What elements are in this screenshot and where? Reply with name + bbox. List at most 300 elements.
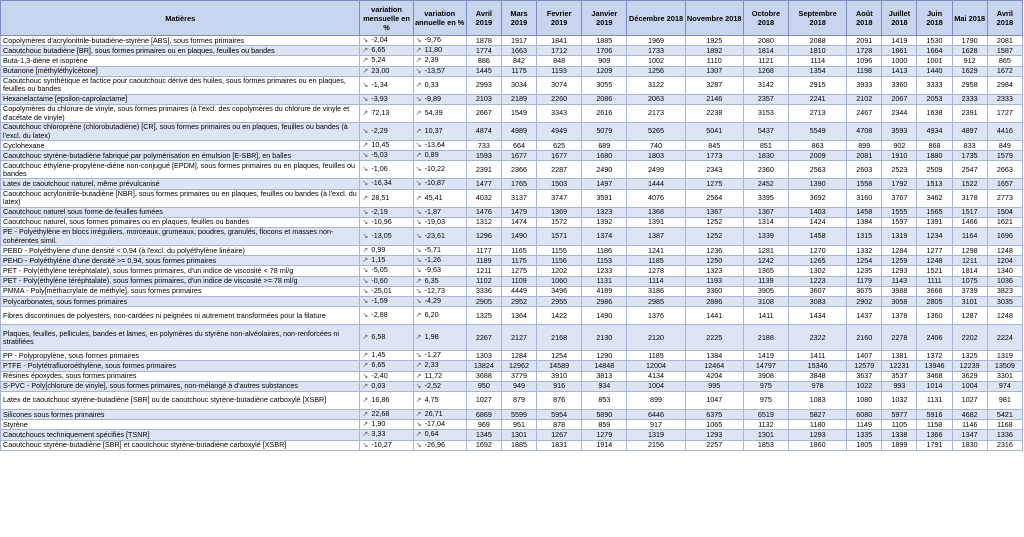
- row-month-value: 1254: [847, 256, 882, 266]
- row-month-value: 1267: [537, 430, 582, 440]
- row-month-value: 1047: [685, 392, 743, 410]
- trend-up-icon: ↗: [415, 396, 422, 404]
- trend-down-icon: ↘: [362, 312, 369, 320]
- trend-down-icon: ↘: [362, 208, 369, 216]
- row-month-value: 3496: [537, 286, 582, 296]
- row-month-value: 1503: [537, 179, 582, 189]
- row-material-name: Caoutchoucs techniquement spécifiés [TSNR]: [1, 430, 360, 440]
- trend-up-icon: ↗: [362, 334, 369, 342]
- row-month-value: 3462: [917, 189, 952, 207]
- row-month-value: 1180: [789, 420, 847, 430]
- row-month-value: 876: [537, 392, 582, 410]
- variation-value: 1,90: [371, 419, 386, 429]
- row-month-value: 1281: [743, 246, 788, 256]
- row-month-value: 1365: [743, 266, 788, 276]
- table-row: [1, 207, 1023, 217]
- trend-up-icon: ↗: [415, 81, 422, 89]
- table-row: [1, 297, 1023, 307]
- row-month-value: 1413: [882, 66, 917, 76]
- header-month: Fevrier 2019: [537, 1, 582, 36]
- row-month-value: 2886: [685, 297, 743, 307]
- row-month-value: 916: [537, 381, 582, 391]
- row-month-value: 3333: [917, 76, 952, 94]
- table-row: [1, 351, 1023, 361]
- row-month-value: 3395: [743, 189, 788, 207]
- row-month-value: 1910: [882, 151, 917, 161]
- row-variation-monthly: [360, 430, 413, 440]
- row-month-value: 2257: [685, 440, 743, 450]
- row-month-value: 1149: [847, 420, 882, 430]
- trend-down-icon: ↘: [415, 180, 422, 188]
- row-month-value: 1325: [466, 307, 501, 325]
- row-month-value: 1202: [537, 266, 582, 276]
- row-month-value: 1458: [847, 207, 882, 217]
- trend-up-icon: ↗: [362, 247, 369, 255]
- row-variation-annual: [413, 266, 466, 276]
- row-month-value: 1444: [627, 179, 685, 189]
- row-month-value: 2102: [847, 94, 882, 104]
- row-month-value: 1298: [952, 246, 987, 256]
- row-month-value: 1287: [952, 307, 987, 325]
- trend-up-icon: ↗: [415, 411, 422, 419]
- row-month-value: 1105: [882, 420, 917, 430]
- row-month-value: 3688: [466, 371, 501, 381]
- row-month-value: 2156: [627, 440, 685, 450]
- row-month-value: 902: [882, 141, 917, 151]
- row-variation-monthly: [360, 381, 413, 391]
- row-month-value: 1109: [501, 276, 536, 286]
- row-month-value: 1022: [847, 381, 882, 391]
- variation-value: 28,51: [371, 192, 390, 202]
- row-month-value: 1234: [917, 228, 952, 246]
- row-month-value: 1198: [847, 66, 882, 76]
- table-row: [1, 371, 1023, 381]
- row-month-value: 1419: [743, 351, 788, 361]
- row-material-name: Caoutchouc naturel sous forme de feuilles fumées: [1, 207, 360, 217]
- row-month-value: 2955: [537, 297, 582, 307]
- trend-down-icon: ↘: [415, 95, 422, 103]
- row-month-value: 2523: [882, 161, 917, 179]
- variation-value: 11,72: [424, 371, 443, 380]
- row-month-value: 1860: [789, 440, 847, 450]
- row-variation-annual: [413, 325, 466, 351]
- row-month-value: 2958: [952, 76, 987, 94]
- trend-up-icon: ↗: [362, 47, 369, 55]
- row-month-value: 6375: [685, 410, 743, 420]
- header-month: Juillet 2018: [882, 1, 917, 36]
- row-month-value: 3637: [847, 371, 882, 381]
- variation-value: -13,57: [424, 66, 445, 75]
- row-month-value: 1441: [685, 307, 743, 325]
- row-month-value: 1791: [917, 440, 952, 450]
- row-month-value: 1663: [501, 46, 536, 56]
- row-month-value: 949: [501, 381, 536, 391]
- trend-down-icon: ↘: [415, 232, 422, 240]
- row-variation-annual: [413, 151, 466, 161]
- row-month-value: 5041: [685, 123, 743, 141]
- row-month-value: 1917: [501, 36, 536, 46]
- row-month-value: 1241: [627, 246, 685, 256]
- row-material-name: Caoutchouc styrène-butadiène [SBR] et caoutchouc styrène-butadiène carboxylé [XSBR]: [1, 440, 360, 450]
- table-row: [1, 46, 1023, 56]
- row-month-value: 2278: [882, 325, 917, 351]
- row-month-value: 865: [987, 56, 1022, 66]
- trend-up-icon: ↗: [362, 142, 369, 150]
- variation-value: 6,65: [371, 45, 386, 55]
- row-month-value: 1323: [582, 207, 627, 217]
- row-month-value: 3905: [743, 286, 788, 296]
- header-month: Janvier 2019: [582, 1, 627, 36]
- row-month-value: 845: [685, 141, 743, 151]
- trend-down-icon: ↘: [415, 267, 422, 275]
- row-month-value: 12239: [952, 361, 987, 371]
- row-month-value: 2993: [466, 76, 501, 94]
- trend-up-icon: ↗: [415, 152, 422, 160]
- row-month-value: 3848: [789, 371, 847, 381]
- row-month-value: 1517: [952, 207, 987, 217]
- row-variation-monthly: [360, 141, 413, 151]
- row-month-value: 1186: [582, 246, 627, 256]
- row-month-value: 868: [917, 141, 952, 151]
- row-month-value: 878: [537, 420, 582, 430]
- row-month-value: 1303: [466, 351, 501, 361]
- variation-value: 6,65: [371, 360, 386, 370]
- row-month-value: 1680: [582, 151, 627, 161]
- variation-value: -1,59: [371, 296, 388, 306]
- variation-value: 2,39: [424, 55, 439, 65]
- row-month-value: 1445: [466, 66, 501, 76]
- row-month-value: 14589: [537, 361, 582, 371]
- row-variation-monthly: [360, 392, 413, 410]
- row-month-value: 1391: [917, 217, 952, 227]
- row-month-value: 1165: [501, 246, 536, 256]
- variation-value: -1,34: [371, 79, 388, 89]
- variation-value: -19,03: [424, 217, 445, 226]
- row-month-value: 3629: [952, 371, 987, 381]
- row-material-name: Copolymères d'acrylonitrile-butadiène-styrène [ABS], sous formes primaires: [1, 36, 360, 46]
- row-month-value: 12231: [882, 361, 917, 371]
- row-month-value: 899: [627, 392, 685, 410]
- row-month-value: 3055: [582, 76, 627, 94]
- row-month-value: 2564: [685, 189, 743, 207]
- trend-up-icon: ↗: [415, 109, 422, 117]
- row-month-value: 1209: [582, 66, 627, 76]
- row-material-name: Hexanelactame [epsilon-caprolactame]: [1, 94, 360, 104]
- variation-value: -2,29: [371, 125, 388, 135]
- row-month-value: 1367: [743, 207, 788, 217]
- row-month-value: 5549: [789, 123, 847, 141]
- row-month-value: 1102: [466, 276, 501, 286]
- table-row: [1, 228, 1023, 246]
- row-month-value: 1080: [847, 392, 882, 410]
- row-month-value: 3034: [501, 76, 536, 94]
- header-matieres: Matières: [1, 1, 360, 36]
- row-material-name: Styrène: [1, 420, 360, 430]
- row-material-name: Caoutchouc éthylène-propylène-diène non-conjugué [EPDM], sous formes primaires ou en plaques, feuilles ou bandes: [1, 161, 360, 179]
- row-month-value: 1075: [952, 276, 987, 286]
- row-month-value: 1477: [466, 179, 501, 189]
- row-variation-annual: [413, 276, 466, 286]
- row-month-value: 1338: [882, 430, 917, 440]
- row-month-value: 3933: [847, 76, 882, 94]
- row-material-name: Fibres discontinues de polyesters, non-cardées ni peignées ni autrement transformées pour la filature: [1, 307, 360, 325]
- row-month-value: 2146: [685, 94, 743, 104]
- row-month-value: 1381: [882, 351, 917, 361]
- row-month-value: 1885: [501, 440, 536, 450]
- row-material-name: Caoutchouc acrylonitrile-butadiène [NBR], sous formes primaires ou en plaques, feuilles ou bandes (à l'excl. du latex): [1, 189, 360, 207]
- row-month-value: 3360: [685, 286, 743, 296]
- trend-down-icon: ↘: [362, 277, 369, 285]
- row-variation-monthly: [360, 76, 413, 94]
- table-row: [1, 141, 1023, 151]
- row-variation-monthly: [360, 179, 413, 189]
- row-month-value: 2663: [987, 161, 1022, 179]
- trend-up-icon: ↗: [362, 57, 369, 65]
- row-variation-annual: [413, 46, 466, 56]
- row-month-value: 1319: [987, 351, 1022, 361]
- trend-down-icon: ↘: [362, 298, 369, 306]
- row-month-value: 1319: [882, 228, 917, 246]
- row-month-value: 5977: [882, 410, 917, 420]
- row-month-value: 1177: [466, 246, 501, 256]
- row-variation-annual: [413, 256, 466, 266]
- trend-down-icon: ↘: [362, 95, 369, 103]
- row-month-value: 1354: [789, 66, 847, 76]
- row-month-value: 1792: [882, 179, 917, 189]
- row-month-value: 2287: [537, 161, 582, 179]
- row-month-value: 1277: [917, 246, 952, 256]
- trend-up-icon: ↗: [362, 352, 369, 360]
- row-month-value: 2952: [501, 297, 536, 307]
- variation-value: -10,96: [371, 217, 392, 226]
- row-month-value: 12464: [685, 361, 743, 371]
- variation-value: -9,63: [424, 265, 441, 275]
- row-month-value: 5437: [743, 123, 788, 141]
- row-month-value: 849: [987, 141, 1022, 151]
- row-variation-monthly: [360, 94, 413, 104]
- row-month-value: 1587: [987, 46, 1022, 56]
- row-month-value: 1376: [627, 307, 685, 325]
- row-month-value: 4682: [952, 410, 987, 420]
- row-month-value: 5079: [582, 123, 627, 141]
- row-month-value: 2452: [743, 179, 788, 189]
- row-material-name: Plaques, feuilles, pellicules, bandes et lames, en polymères du styrène non-alvéolaires, non-renforcées ni stratifiées: [1, 325, 360, 351]
- row-month-value: 4949: [537, 123, 582, 141]
- row-month-value: 1628: [952, 46, 987, 56]
- row-month-value: 2915: [789, 76, 847, 94]
- row-material-name: Buta-1,3-diène et isoprène: [1, 56, 360, 66]
- row-variation-annual: [413, 179, 466, 189]
- row-variation-monthly: [360, 66, 413, 76]
- row-material-name: Silicones sous formes primaires: [1, 410, 360, 420]
- row-month-value: 2160: [847, 325, 882, 351]
- row-month-value: 4189: [582, 286, 627, 296]
- row-month-value: 2509: [917, 161, 952, 179]
- row-month-value: 1571: [537, 228, 582, 246]
- row-month-value: 4449: [501, 286, 536, 296]
- trend-up-icon: ↗: [362, 396, 369, 404]
- table-row: [1, 76, 1023, 94]
- row-month-value: 2366: [501, 161, 536, 179]
- row-variation-monthly: [360, 286, 413, 296]
- table-row: [1, 123, 1023, 141]
- trend-down-icon: ↘: [415, 166, 422, 174]
- row-variation-annual: [413, 66, 466, 76]
- row-month-value: 3591: [582, 189, 627, 207]
- row-month-value: 1853: [743, 440, 788, 450]
- row-month-value: 1677: [537, 151, 582, 161]
- row-month-value: 1027: [952, 392, 987, 410]
- row-month-value: 2088: [789, 36, 847, 46]
- row-month-value: 1132: [743, 420, 788, 430]
- table-row: [1, 217, 1023, 227]
- row-month-value: 1032: [882, 392, 917, 410]
- row-month-value: 2202: [952, 325, 987, 351]
- table-row: [1, 325, 1023, 351]
- row-month-value: 833: [952, 141, 987, 151]
- variation-value: -2,88: [371, 310, 388, 320]
- row-month-value: 2080: [743, 36, 788, 46]
- table-row: [1, 161, 1023, 179]
- row-variation-monthly: [360, 161, 413, 179]
- table-body: [1, 36, 1023, 451]
- row-month-value: 2241: [789, 94, 847, 104]
- row-month-value: 2224: [987, 325, 1022, 351]
- trend-up-icon: ↗: [362, 194, 369, 202]
- row-month-value: 853: [582, 392, 627, 410]
- row-month-value: 1146: [952, 420, 987, 430]
- row-month-value: 14797: [743, 361, 788, 371]
- row-material-name: Résines époxydes, sous formes primaires: [1, 371, 360, 381]
- row-month-value: 886: [466, 56, 501, 66]
- row-variation-annual: [413, 217, 466, 227]
- row-month-value: 1861: [882, 46, 917, 56]
- row-month-value: 2499: [627, 161, 685, 179]
- variation-value: -12,73: [424, 286, 445, 295]
- row-variation-monthly: [360, 151, 413, 161]
- row-month-value: 13946: [917, 361, 952, 371]
- row-month-value: 733: [466, 141, 501, 151]
- row-month-value: 1841: [537, 36, 582, 46]
- trend-up-icon: ↗: [362, 421, 369, 429]
- row-month-value: 993: [882, 381, 917, 391]
- row-month-value: 13509: [987, 361, 1022, 371]
- row-variation-monthly: [360, 276, 413, 286]
- row-month-value: 3666: [917, 286, 952, 296]
- row-month-value: 5265: [627, 123, 685, 141]
- trend-up-icon: ↗: [362, 109, 369, 117]
- row-month-value: 1278: [627, 266, 685, 276]
- row-variation-annual: [413, 141, 466, 151]
- table-row: [1, 392, 1023, 410]
- row-month-value: 3593: [882, 123, 917, 141]
- trend-down-icon: ↘: [362, 180, 369, 188]
- row-variation-annual: [413, 76, 466, 94]
- row-month-value: 1391: [627, 217, 685, 227]
- table-row: [1, 430, 1023, 440]
- table-row: [1, 246, 1023, 256]
- header-month: Avril 2019: [466, 1, 501, 36]
- row-month-value: 1339: [743, 228, 788, 246]
- row-month-value: 1290: [582, 351, 627, 361]
- row-month-value: 1307: [685, 66, 743, 76]
- variation-value: 6,35: [424, 276, 439, 285]
- row-month-value: 1790: [952, 36, 987, 46]
- row-variation-annual: [413, 123, 466, 141]
- trend-up-icon: ↗: [415, 47, 422, 55]
- row-month-value: 1597: [882, 217, 917, 227]
- row-month-value: 2130: [582, 325, 627, 351]
- row-month-value: 1004: [952, 381, 987, 391]
- variation-value: 72,13: [371, 107, 390, 117]
- row-variation-monthly: [360, 420, 413, 430]
- table-row: [1, 361, 1023, 371]
- row-month-value: 1572: [537, 217, 582, 227]
- row-month-value: 1001: [917, 56, 952, 66]
- row-month-value: 1319: [627, 430, 685, 440]
- table-row: [1, 307, 1023, 325]
- row-month-value: 2063: [627, 94, 685, 104]
- variation-value: -26,96: [424, 440, 445, 449]
- row-month-value: 3058: [882, 297, 917, 307]
- row-month-value: 1490: [582, 307, 627, 325]
- row-month-value: 2081: [987, 36, 1022, 46]
- row-month-value: 848: [537, 56, 582, 66]
- row-month-value: 3160: [847, 189, 882, 207]
- variation-value: 4,75: [424, 394, 439, 404]
- row-month-value: 2067: [882, 94, 917, 104]
- row-month-value: 4989: [501, 123, 536, 141]
- trend-down-icon: ↘: [415, 67, 422, 75]
- row-month-value: 1390: [789, 179, 847, 189]
- row-material-name: Cyclohexane: [1, 141, 360, 151]
- row-month-value: 2563: [789, 161, 847, 179]
- row-month-value: 1479: [501, 207, 536, 217]
- row-variation-monthly: [360, 123, 413, 141]
- row-month-value: 1325: [952, 351, 987, 361]
- trend-down-icon: ↘: [362, 81, 369, 89]
- table-row: [1, 276, 1023, 286]
- row-month-value: 2391: [466, 161, 501, 179]
- trend-down-icon: ↘: [415, 382, 422, 390]
- row-month-value: 2225: [685, 325, 743, 351]
- row-month-value: 2322: [789, 325, 847, 351]
- row-month-value: 1368: [627, 207, 685, 217]
- row-month-value: 2316: [987, 440, 1022, 450]
- row-month-value: 1296: [466, 228, 501, 246]
- row-month-value: 1530: [917, 36, 952, 46]
- row-month-value: 2667: [466, 105, 501, 123]
- row-month-value: 1335: [847, 430, 882, 440]
- row-variation-annual: [413, 36, 466, 46]
- variation-value: -9,89: [424, 94, 441, 103]
- row-month-value: 1490: [501, 228, 536, 246]
- row-month-value: 1250: [685, 256, 743, 266]
- row-month-value: 2406: [917, 325, 952, 351]
- row-month-value: 2467: [847, 105, 882, 123]
- row-month-value: 1096: [847, 56, 882, 66]
- row-month-value: 981: [987, 392, 1022, 410]
- row-month-value: 2188: [743, 325, 788, 351]
- row-month-value: 1114: [789, 56, 847, 66]
- row-month-value: 1301: [501, 430, 536, 440]
- table-row: [1, 256, 1023, 266]
- row-month-value: 3360: [882, 76, 917, 94]
- table-row: [1, 36, 1023, 46]
- trend-down-icon: ↘: [415, 218, 422, 226]
- table-row: [1, 420, 1023, 430]
- row-month-value: 1004: [627, 381, 685, 391]
